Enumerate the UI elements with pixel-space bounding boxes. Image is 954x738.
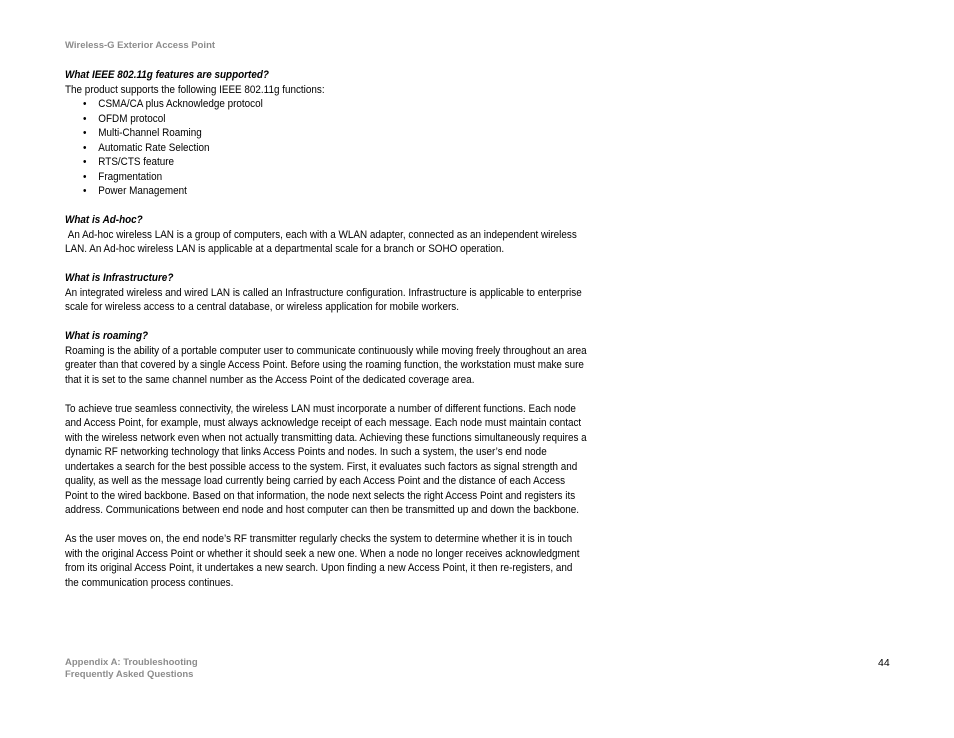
roaming-answer-paragraph: Roaming is the ability of a portable computer user to communicate continuously while moving freely throughout an area greater than that covered by a single Access Point. Before using the roaming function, the workstation must make sure that it is set to the same channel number as the Access Point of the dedicated coverage area. xyxy=(65,344,587,386)
list-item: • OFDM protocol xyxy=(65,112,587,127)
list-item: • Multi-Channel Roaming xyxy=(65,126,587,141)
roaming-answer-paragraph: To achieve true seamless connectivity, the wireless LAN must incorporate a number of different functions. Each node and Access Point, for example, must always acknowledge receipt of each message. Each node must maintain contact with the wireless network even when not actually transmitting data. Achieving these functions simultaneously requires a dynamic RF networking technology that links Access Points and nodes. In such a system, the user’s end node undertakes a search for the best possible access to the system. First, it evaluates such factors as signal strength and quality, as well as the message load currently being carried by each Access Point and the distance of each Access Point to the wired backbone. Based on that information, the node next selects the right Access Point and registers its address. Communications between end node and host computer can then be transmitted up and down the backbone. xyxy=(65,402,587,516)
list-item: • Power Management xyxy=(65,184,587,199)
document-body xyxy=(65,68,587,590)
infrastructure-answer: An integrated wireless and wired LAN is called an Infrastructure configuration. Infrastructure is applicable to enterprise scale for wireless access to a central database, or wireless application for mobile workers. xyxy=(65,286,582,313)
running-header: Wireless-G Exterior Access Point xyxy=(65,40,216,51)
features-list xyxy=(65,97,587,199)
faq-question-roaming: What is roaming? xyxy=(65,330,149,342)
list-item: • CSMA/CA plus Acknowledge protocol xyxy=(65,97,587,112)
adhoc-answer: An Ad-hoc wireless LAN is a group of computers, each with a WLAN adapter, connected as an independent wireless LAN. An Ad-hoc wireless LAN is applicable at a departmental scale for a branch or SOHO operation. xyxy=(65,228,580,255)
footer-subsection-title: Frequently Asked Questions xyxy=(65,669,194,680)
faq-question-features: What IEEE 802.11g features are supported? xyxy=(65,69,269,81)
list-item: • Automatic Rate Selection xyxy=(65,141,587,156)
faq-question-adhoc: What is Ad-hoc? xyxy=(65,214,143,226)
footer-section-title: Appendix A: Troubleshooting xyxy=(65,657,198,668)
page-footer xyxy=(65,657,198,681)
page-number: 44 xyxy=(878,657,890,669)
faq-question-infrastructure: What is Infrastructure? xyxy=(65,272,174,284)
features-intro: The product supports the following IEEE 802.11g functions: xyxy=(65,83,325,96)
list-item: • Fragmentation xyxy=(65,170,587,185)
roaming-answer-paragraph: As the user moves on, the end node’s RF transmitter regularly checks the system to determine whether it is in touch with the original Access Point or whether it should seek a new one. When a node no longer receives acknowledgment from its original Access Point, it undertakes a new search. Upon finding a new Access Point, it then re-registers, and the communication process continues. xyxy=(65,533,580,589)
list-item: • RTS/CTS feature xyxy=(65,155,587,170)
